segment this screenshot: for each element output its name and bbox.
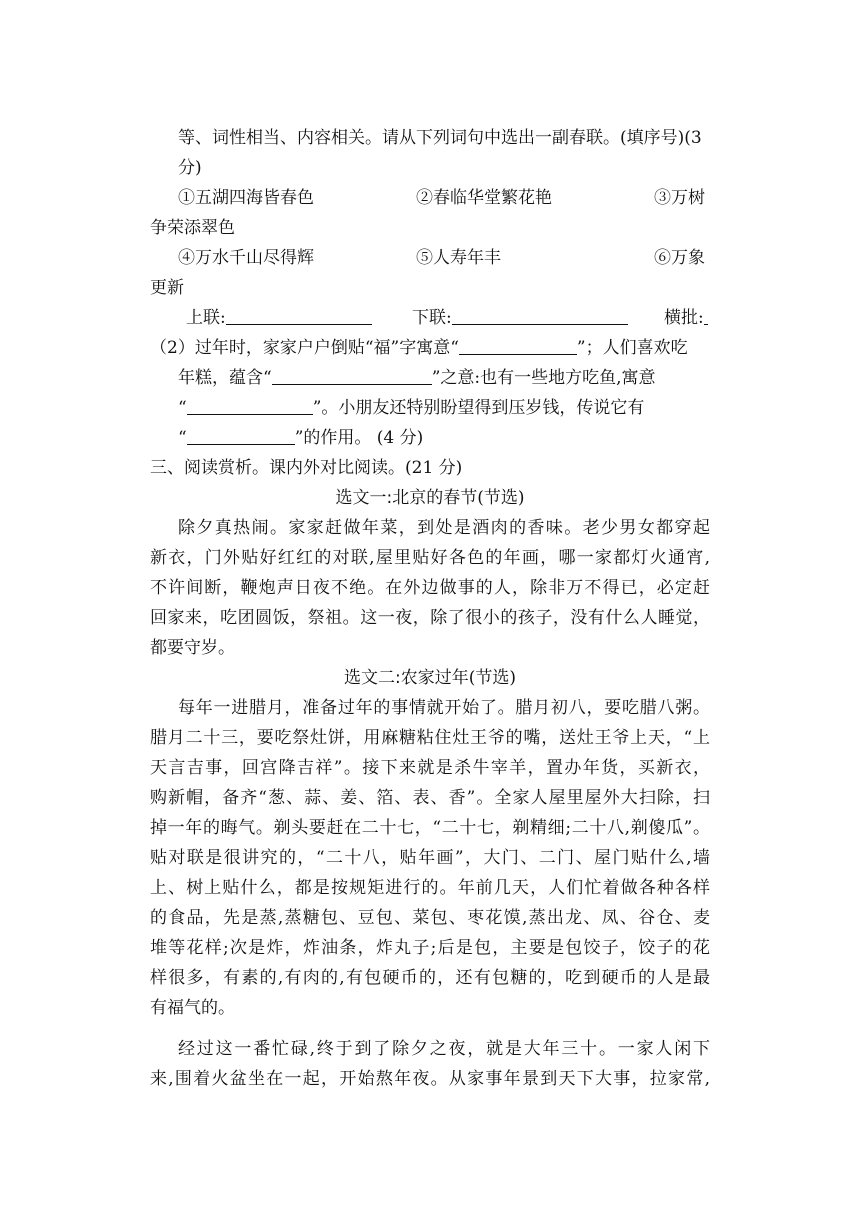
q2-text: “	[178, 428, 187, 448]
q2-text: 年糕，蕴含“	[178, 368, 272, 388]
passage-1-line: 都要守岁。	[150, 638, 235, 658]
fish-meaning-blank[interactable]	[187, 396, 313, 415]
question-intro-line: 等、词性相当、内容相关。请从下列词句中选出一副春联。(填序号)(3	[178, 128, 702, 148]
passage-1-line: 不许间断，鞭炮声日夜不绝。在外边做事的人，除非万不得已，必定赶	[150, 578, 710, 598]
passage-2-line: 贴对联是很讲究的，“二十八，贴年画”，大门、二门、屋门贴什么,墙	[150, 848, 710, 868]
passage-1-line: 回家来，吃团圆饭，祭祖。这一夜，除了很小的孩子，没有什么人睡觉，	[150, 608, 710, 628]
passage-2-line: 有福气的。	[150, 998, 235, 1018]
passage-2-line: 的食品，先是蒸,蒸糖包、豆包、菜包、枣花馍,蒸出龙、凤、谷仓、麦	[150, 908, 710, 928]
passage-2-line: 每年一进腊月，准备过年的事情就开始了。腊月初八，要吃腊八粥。	[178, 698, 710, 718]
horizontal-scroll-blank[interactable]	[704, 306, 708, 325]
horizontal-scroll-answer	[664, 303, 708, 333]
passage-2-line: 天言吉事，回宫降吉祥”。接下来就是杀牛宰羊，置办年货，买新衣，	[150, 758, 710, 778]
passage-2-line: 购新帽，备齐“葱、蒜、姜、箔、表、香”。全家人屋里屋外大扫除，扫	[150, 788, 710, 808]
passage-2-line: 样很多，有素的,有肉的,有包硬币的，还有包糖的，吃到硬币的人是最	[150, 968, 710, 988]
passage-2-line: 上、树上贴什么，都是按规矩进行的。年前几天，人们忙着做各种各样	[150, 878, 710, 898]
passage-2-title-main: 选文二:农家过年	[344, 668, 469, 688]
niangao-meaning-blank[interactable]	[272, 366, 432, 385]
q2-line	[178, 393, 710, 423]
section-heading: 三、阅读赏析。课内外对比阅读。(21 分)	[150, 458, 463, 478]
passage-2-title	[150, 663, 710, 693]
q2-text: （2）过年时，家家户户倒贴“福”字寓意“	[150, 338, 459, 358]
horizontal-scroll-label: 横批:	[664, 308, 704, 328]
q2-line	[150, 333, 710, 363]
option-3-start: ③万树	[654, 188, 705, 208]
option-2: ②春临华堂繁花艳	[416, 188, 552, 208]
passage-2-line: 腊月二十三，要吃祭灶饼，用麻糖粘住灶王爷的嘴，送灶王爷上天，“上	[150, 728, 710, 748]
lucky-money-blank[interactable]	[187, 426, 295, 445]
passage-1-title-main: 选文一:北京的春节	[335, 488, 478, 508]
lower-couplet-answer	[412, 303, 628, 333]
option-4: ④万水千山尽得辉	[178, 248, 314, 268]
q2-text: ”。小朋友还特别盼望得到压岁钱，传说它有	[312, 398, 645, 418]
passage-2-line: 堆等花样;次是炸，炸油条，炸丸子;后是包，主要是包饺子，饺子的花	[150, 938, 710, 958]
question-intro-line: 分)	[178, 158, 202, 178]
passage-2-title-note: (节选)	[468, 668, 516, 688]
option-1: ①五湖四海皆春色	[178, 188, 314, 208]
option-5: ⑤人寿年丰	[416, 248, 501, 268]
passage-2-line: 掉一年的晦气。剃头要赶在二十七，“二十七，剃精细;二十八,剃傻瓜”。	[150, 818, 710, 838]
fu-meaning-blank[interactable]	[459, 336, 577, 355]
passage-2-line: 经过这一番忙碌,终于到了除夕之夜，就是大年三十。一家人闲下	[178, 1039, 710, 1059]
q2-text: ”的作用。 (4 分)	[294, 428, 424, 448]
passage-1-line: 新衣，门外贴好红红的对联,屋里贴好各色的年画，哪一家都灯火通宵,	[150, 548, 710, 568]
option-3-end: 争荣添翠色	[150, 218, 235, 238]
q2-text: ”；人们喜欢吃	[576, 338, 688, 358]
upper-couplet-label: 上联:	[186, 308, 226, 328]
option-6-start: ⑥万象	[654, 248, 705, 268]
passage-1-title-note: (节选)	[477, 488, 525, 508]
upper-couplet-blank[interactable]	[226, 306, 372, 325]
lower-couplet-blank[interactable]	[452, 306, 628, 325]
passage-2-line: 来,围着火盆坐在一起，开始熬年夜。从家事年景到天下大事，拉家常,	[150, 1069, 710, 1089]
passage-1-title	[150, 483, 710, 513]
q2-text: “	[178, 398, 187, 418]
lower-couplet-label: 下联:	[412, 308, 452, 328]
option-6-end: 更新	[150, 278, 184, 298]
q2-line	[178, 423, 710, 453]
q2-text: ”之意:也有一些地方吃鱼,寓意	[431, 368, 656, 388]
q2-line	[178, 363, 710, 393]
passage-1-line: 除夕真热闹。家家赶做年菜，到处是酒肉的香味。老少男女都穿起	[178, 518, 710, 538]
upper-couplet-answer	[186, 303, 372, 333]
